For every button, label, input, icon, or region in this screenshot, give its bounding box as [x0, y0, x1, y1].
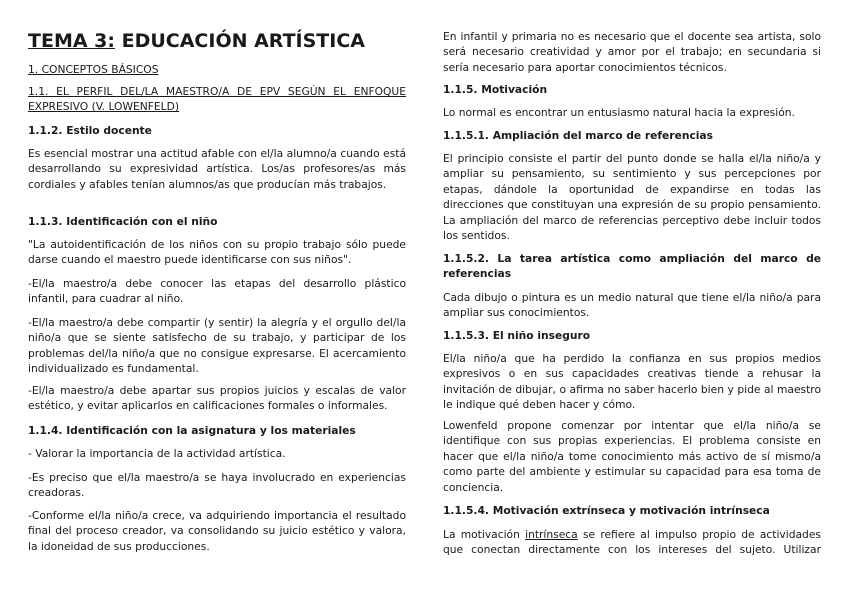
paragraph-etapas: -El/la maestro/a debe conocer las etapas del desarrollo plástico infantil, para cuadrar al niño.: [28, 277, 406, 306]
paragraph-nino-inseguro: El/la niño/a que ha perdido la confianza en sus propios medios expresivos o en sus capacidades creativas tiende a rehusar la invitación de dibujar, o afirma no saber hacerlo bien y pide al maestro le indique qué deben hacer y cómo.: [443, 352, 821, 412]
paragraph-estilo-docente: Es esencial mostrar una actitud afable con el/la alumno/a cuando está desarrollando su expresividad artística. Los/as profesores/as más cordiales y afables tenían alumnos/as que producían más trabajos.: [28, 147, 406, 191]
heading-motivacion-extrinseca: 1.1.5.4. Motivación extrínseca y motivación intrínseca: [443, 504, 770, 517]
intrinseca-line-1: [443, 527, 821, 542]
profile-heading-line-1: 1.1. EL PERFIL DEL/LA MAESTRO/A DE EPV SEGÚN EL ENFOQUE: [28, 85, 406, 98]
heading-nino-inseguro: 1.1.5.3. El niño inseguro: [443, 329, 591, 342]
page-title: [28, 30, 406, 52]
intrinseca-line-1-start: La motivación: [443, 528, 526, 541]
intrinseca-line-1-end: se refiere al impulso propio de actividades: [577, 528, 821, 541]
paragraph-conforme: -Conforme el/la niño/a crece, va adquiriendo importancia el resultado final del proceso creador, va consolidando su juicio estético y valora, la idoneidad de sus producciones.: [28, 509, 406, 553]
title-text: EDUCACIÓN ARTÍSTICA: [114, 30, 365, 52]
heading-ampliacion-marco: 1.1.5.1. Ampliación del marco de referencias: [443, 129, 714, 142]
intrinseca-line-2: que conectan directamente con los intereses del sujeto. Utilizar: [443, 543, 821, 557]
paragraph-alegria: -El/la maestro/a debe compartir (y sentir) la alegría y el orgullo del/la niño/a que se siente satisfecho de su trabajo, y participar de los problemas del/la niño/a que no consigue expresarse. El acercamiento individualizado es fundamental.: [28, 316, 406, 376]
paragraph-dibujo: Cada dibujo o pintura es un medio natural que tiene el/la niño/a para ampliar sus conocimientos.: [443, 291, 821, 320]
paragraph-lowenfeld: Lowenfeld propone comenzar por intentar que el/la niño/a se identifique con sus propias experiencias. El problema consiste en hacer que el/la niño/a tome conocimiento más activo de sí mismo/a como parte del ambiente y estimular su capacidad para esa toma de conciencia.: [443, 419, 821, 494]
profile-heading-line-2: EXPRESIVO (V. LOWENFELD): [28, 100, 180, 114]
intrinseca-word: intrínseca: [525, 528, 578, 541]
paragraph-involucrado: -Es preciso que el/la maestro/a se haya involucrado en experiencias creadoras.: [28, 471, 406, 500]
paragraph-motivacion: Lo normal es encontrar un entusiasmo natural hacia la expresión.: [443, 106, 795, 119]
heading-identificacion-nino: 1.1.3. Identificación con el niño: [28, 215, 218, 228]
subsection-heading-profile: [28, 84, 406, 115]
title-prefix: TEMA 3:: [28, 30, 115, 52]
section-heading-concepts: 1. CONCEPTOS BÁSICOS: [28, 63, 159, 76]
paragraph-quote: "La autoidentificación de los niños con su propio trabajo sólo puede darse cuando el maestro puede identificarse con sus niños".: [28, 238, 406, 267]
paragraph-intrinseca: [443, 527, 821, 558]
paragraph-juicios: -El/la maestro/a debe apartar sus propios juicios y escalas de valor estético, y evitar aplicarlos en calificaciones formales o informales.: [28, 384, 406, 413]
heading-asignatura-materiales: 1.1.4. Identificación con la asignatura y los materiales: [28, 424, 356, 437]
heading-estilo-docente: 1.1.2. Estilo docente: [28, 124, 152, 137]
heading-tarea-artistica: 1.1.5.2. La tarea artística como ampliación del marco de referencias: [443, 252, 821, 281]
paragraph-infantil-primaria: En infantil y primaria no es necesario que el docente sea artista, solo será necesario creatividad y amor por el trabajo; en secundaria si sería necesario para aportar conocimientos técnicos.: [443, 30, 821, 74]
heading-motivacion: 1.1.5. Motivación: [443, 83, 548, 96]
paragraph-valorar: - Valorar la importancia de la actividad artística.: [28, 447, 286, 460]
paragraph-principio: El principio consiste el partir del punto donde se halla el/la niño/a y ampliar su pensamiento, su sentimiento y sus percepciones por etapas, dándole la oportunidad de expandirse en todas las direcciones que constituyan una expresión de su propio pensamiento. La ampliación del marco de referencias perceptivo debe incluir todos los sentidos.: [443, 152, 821, 243]
